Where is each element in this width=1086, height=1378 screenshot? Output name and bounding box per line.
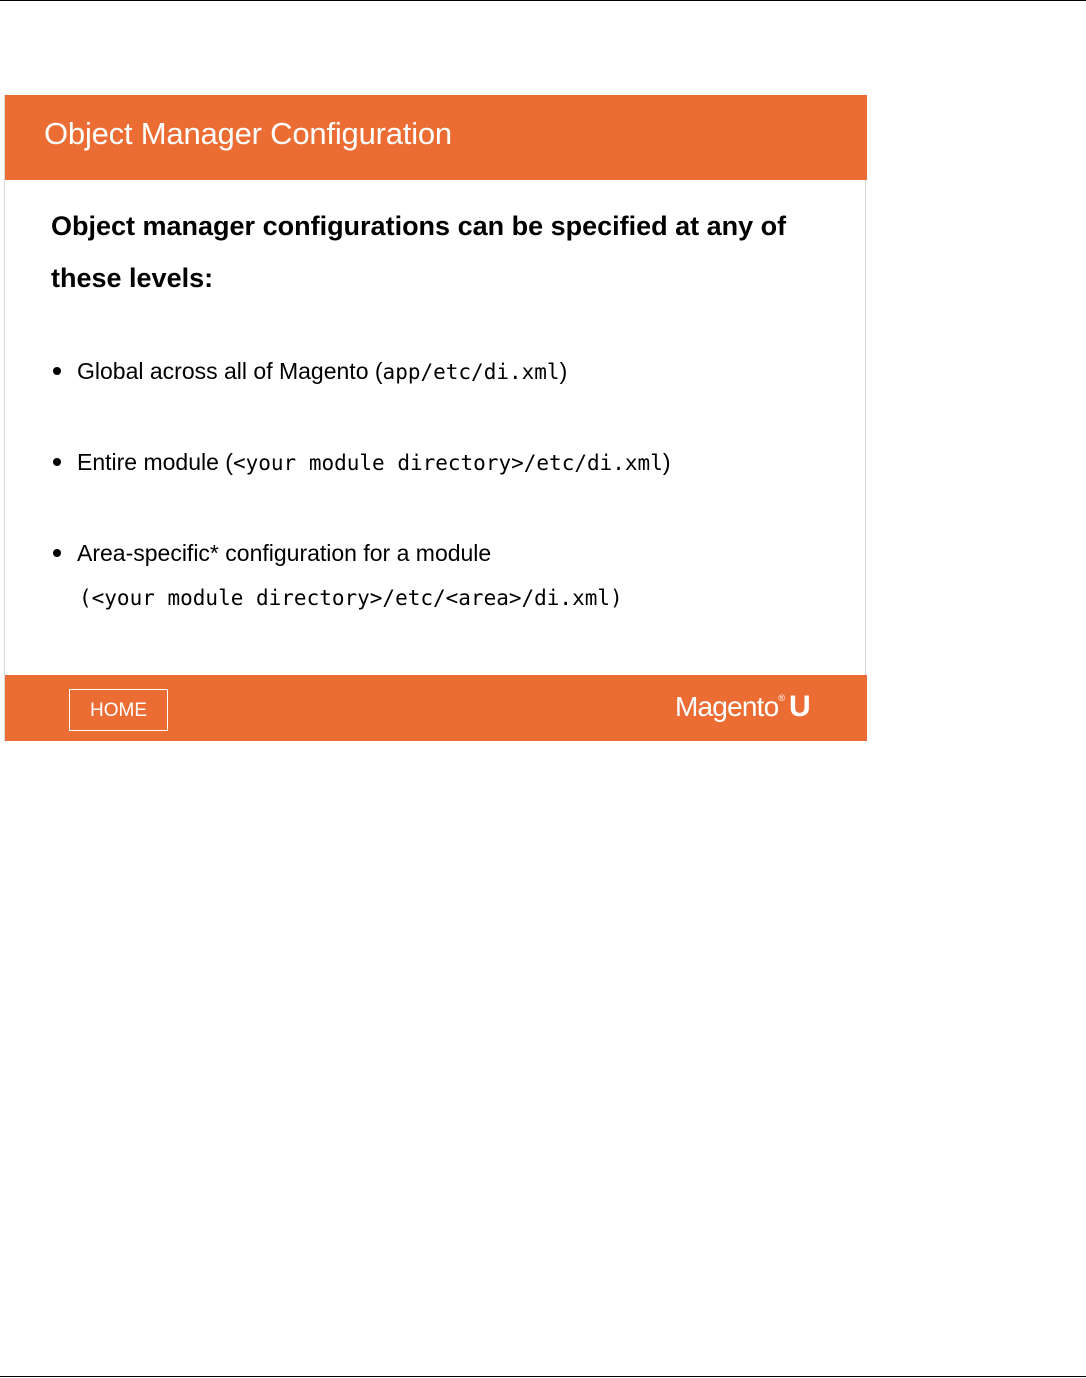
slide-header [5, 95, 867, 180]
bullet-text: Area-specific* configuration for a module [77, 540, 492, 566]
bullet-prefix: Entire module ( [77, 449, 233, 475]
bullet-text [77, 349, 567, 395]
logo-word: Magento [675, 691, 779, 722]
slide [4, 95, 866, 741]
page-top-rule [0, 0, 1086, 1]
magento-u-logo [675, 690, 811, 726]
slide-intro: Object manager configurations can be specified at any of these levels: [51, 211, 787, 293]
bullet-prefix: Global across all of Magento ( [77, 358, 383, 384]
logo-u: U [789, 690, 811, 723]
bullet-code: <your module directory>/etc/di.xml [232, 451, 663, 475]
bullet-suffix: ) [662, 449, 671, 475]
slide-title: Object Manager Configuration [44, 116, 452, 151]
bullet-dot-icon [53, 458, 61, 466]
bullet-dot-icon [53, 367, 61, 375]
slide-footer [5, 675, 867, 741]
bullet-text [77, 440, 671, 486]
bullet-code: app/etc/di.xml [382, 360, 560, 384]
home-button[interactable]: HOME [69, 689, 168, 731]
logo-registered-mark: ® [778, 693, 786, 703]
bullet-dot-icon [53, 549, 61, 557]
bullet-code-line: (<your module directory>/etc/<area>/di.xml) [79, 586, 623, 610]
page-bottom-rule [0, 1376, 1086, 1377]
bullet-suffix: ) [559, 358, 568, 384]
